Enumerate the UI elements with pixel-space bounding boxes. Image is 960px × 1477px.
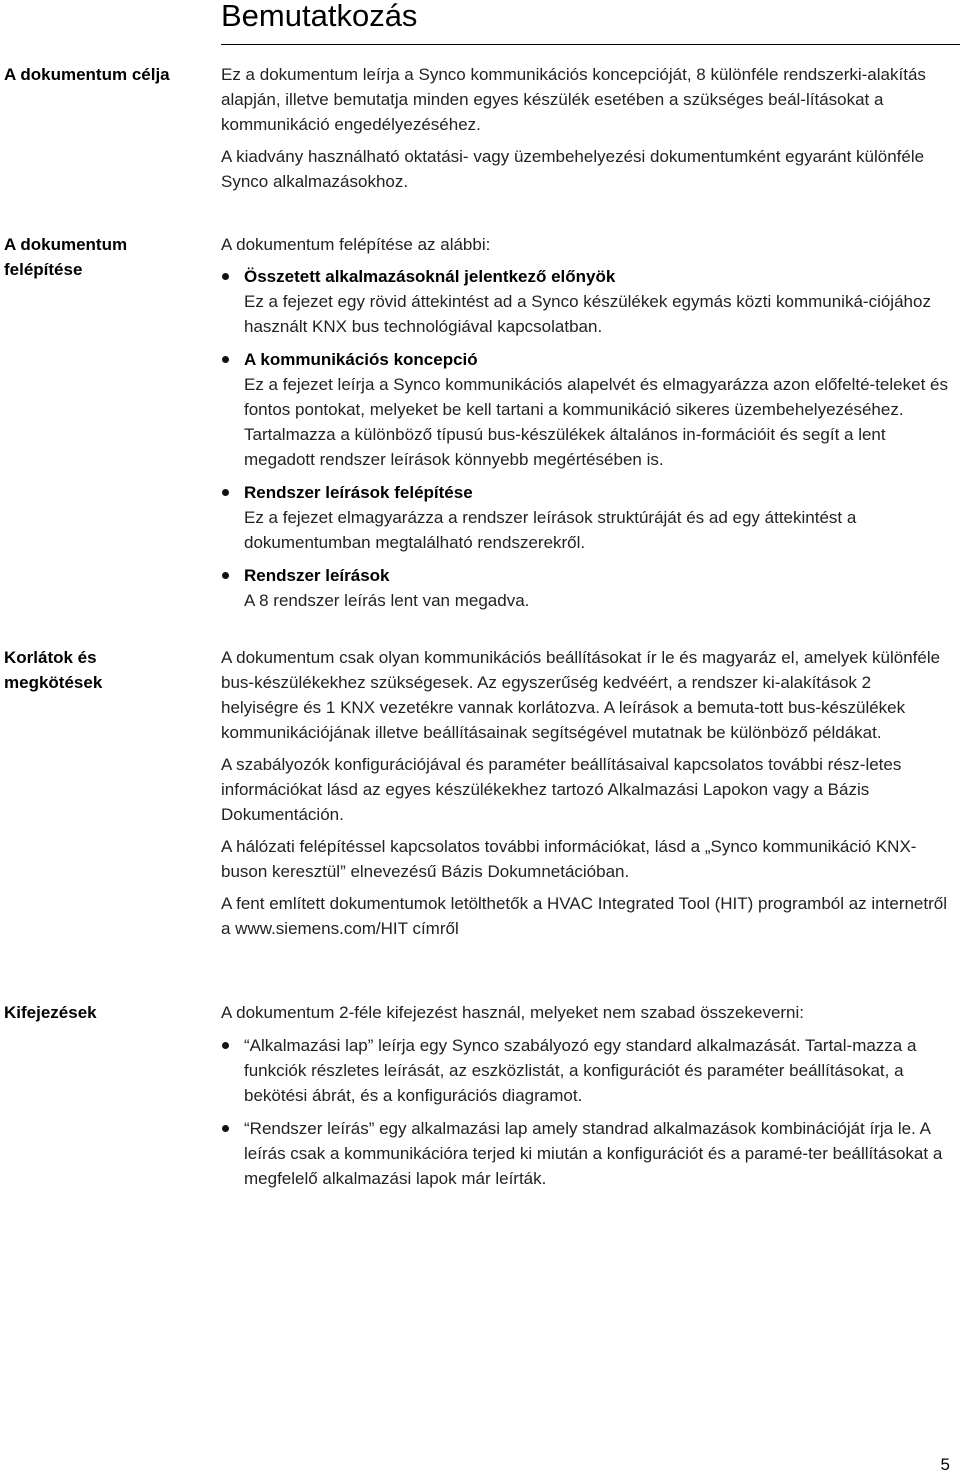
bullet-icon [222,1125,229,1132]
page-number: 5 [940,1455,950,1474]
section-limits-heading: Korlátok és megkötések [4,648,103,692]
section-terms-body [221,1000,951,1199]
purpose-paragraph-1: Ez a dokumentum leírja a Synco kommunikációs koncepcióját, 8 különféle rendszerki-alakítás alapján, illetve bemutatja minden egyes készülék esetében a szükséges beál-lításokat a kommunikáció engedélyezéséhez. [221,65,926,134]
section-limits-body [221,645,951,948]
section-purpose-heading: A dokumentum célja [4,65,170,84]
bullet-icon [222,572,229,579]
bullet-icon [222,1042,229,1049]
list-item [221,1033,951,1108]
list-item [221,480,951,555]
structure-item-title: Rendszer leírások felépítése [244,483,473,502]
terms-list [221,1033,951,1191]
terms-intro: A dokumentum 2-féle kifejezést használ, melyeket nem szabad összekeverni: [221,1003,805,1022]
list-item [221,347,951,472]
bullet-icon [222,356,229,363]
purpose-paragraph-2: A kiadvány használható oktatási- vagy üzembehelyezési dokumentumként egyaránt különféle Synco alkalmazásokhoz. [221,147,925,191]
structure-item-text: Ez a fejezet egy rövid áttekintést ad a Synco készülékek egymás közti kommuniká-ciójához használt KNX bus technológiával kapcsolatban. [244,292,931,336]
section-structure-body [221,232,951,621]
limits-paragraph-2: A szabályozók konfigurációjával és paraméter beállításaival kapcsolatos további rész-letes információkat lásd az egyes készülékekhez tartozó Alkalmazási Lapokon vagy a Bázis Dokumentáción. [221,755,902,824]
bullet-icon [222,489,229,496]
terms-item-text: “Rendszer leírás” egy alkalmazási lap amely standrad alkalmazások kombinációját írja le. A leírás csak a kommunikációra terjed ki miután a konfigurációt és a paramé-ter beállításokat a megfelelő alkalmazási lapok már leírták. [244,1119,943,1188]
page-title: Bemutatkozás [221,0,418,33]
structure-item-title: A kommunikációs koncepció [244,350,478,369]
limits-paragraph-4: A fent említett dokumentumok letölthetők a HVAC Integrated Tool (HIT) programból az internetről a www.siemens.com/HIT címről [221,894,948,938]
bullet-icon [222,273,229,280]
structure-list [221,264,951,613]
limits-paragraph-3: A hálózati felépítéssel kapcsolatos további információkat, lásd a „Synco kommunikáció KNX-buson keresztül” elnevezésű Bázis Dokumnetációban. [221,837,917,881]
title-divider [221,44,960,45]
section-purpose-body [221,62,951,201]
list-item [221,264,951,339]
structure-item-text: Ez a fejezet leírja a Synco kommunikációs alapelvét és elmagyarázza azon előfelté-teleket és fontos pontokat, melyeket be kell tartani a kommunikáció sikeres üzembehelyezéséhez. Tartalmazza a különböző típusú bus-készülékek általános in-formációit és segít a lent megadott rendszer leírások könnyebb megértésében is. [244,375,948,469]
structure-item-title: Összetett alkalmazásoknál jelentkező előnyök [244,267,616,286]
section-terms-heading: Kifejezések [4,1003,97,1022]
list-item [221,1116,951,1191]
section-structure-heading: A dokumentum felépítése [4,235,128,279]
structure-item-text: A 8 rendszer leírás lent van megadva. [244,591,530,610]
structure-item-text: Ez a fejezet elmagyarázza a rendszer leírások struktúráját és ad egy áttekintést a dokumentumban megtalálható rendszerekről. [244,508,857,552]
list-item [221,563,951,613]
structure-intro: A dokumentum felépítése az alábbi: [221,235,491,254]
limits-paragraph-1: A dokumentum csak olyan kommunikációs beállításokat ír le és magyaráz el, amelyek különféle bus-készülékekhez szükségesek. Az egyszerűség kedvéért, a rendszer ki-alakítások 2 helyiségre és 1 KNX vezetékre vannak korlátozva. A leírások a bemuta-tott bus-készülékek kommunikációjának illetve beállításainak segítségével mutatnak be különböző példákat. [221,648,941,742]
structure-item-title: Rendszer leírások [244,566,390,585]
terms-item-text: “Alkalmazási lap” leírja egy Synco szabályozó egy standard alkalmazását. Tartal-mazza a funkciók részletes leírását, az eszközlistát, a konfigurációt és paraméter beállításokat, a bekötési ábrát, és a konfigurációs diagramot. [244,1036,917,1105]
